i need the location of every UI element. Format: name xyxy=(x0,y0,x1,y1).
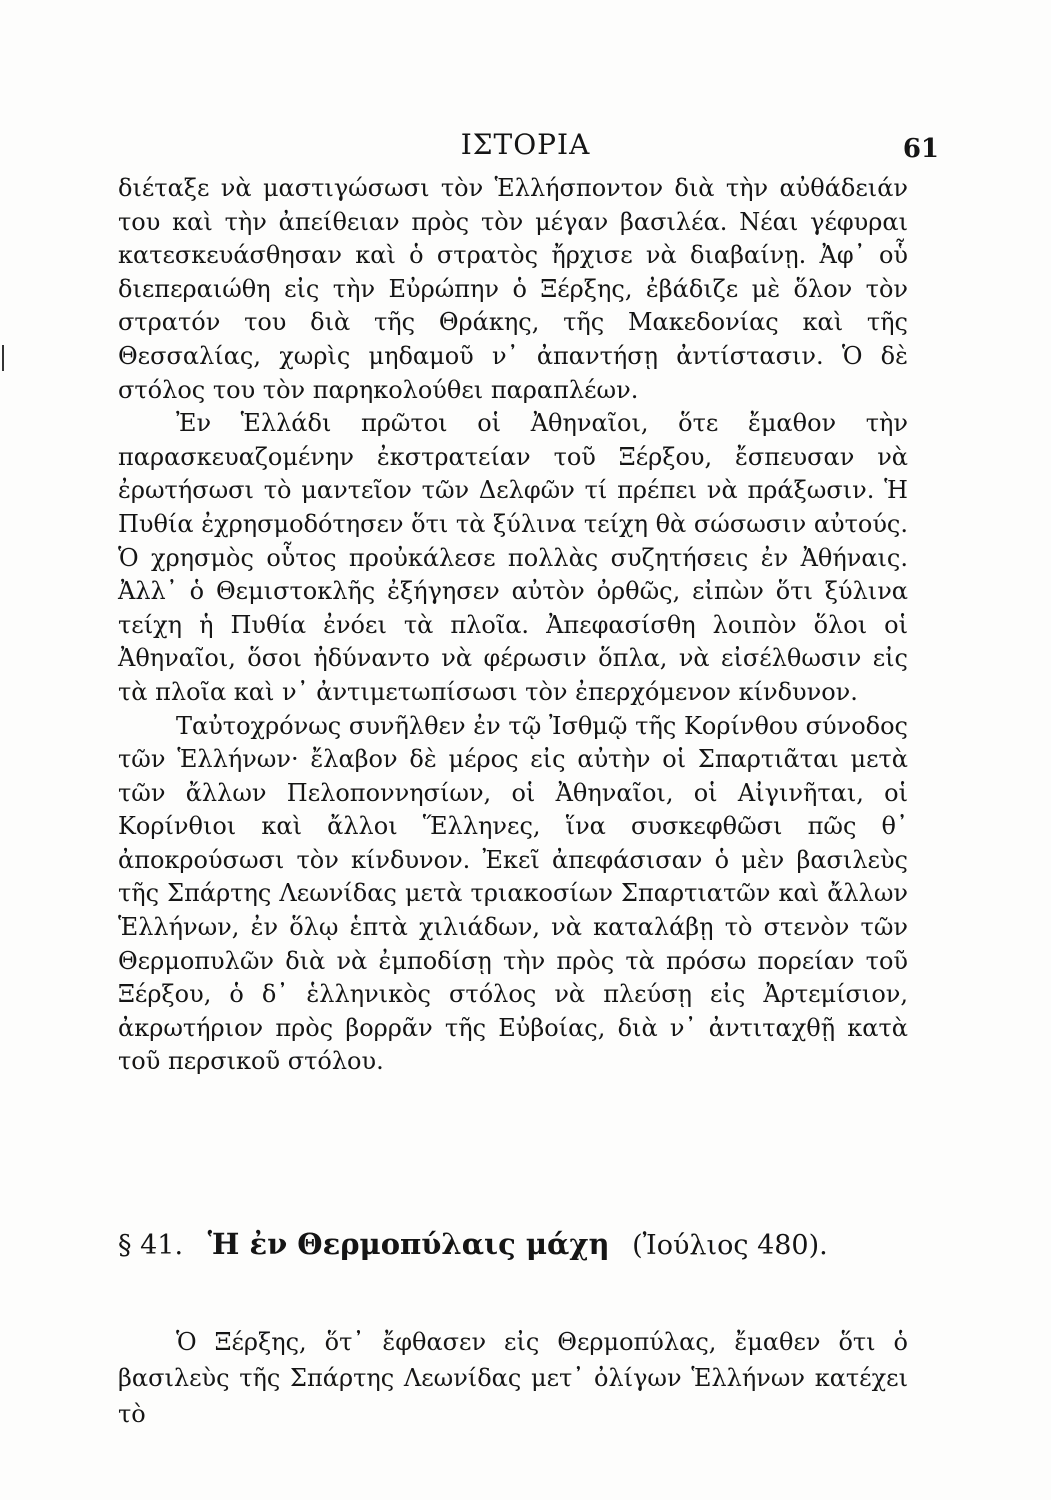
section-date: (Ἰούλιος 480). xyxy=(632,1230,828,1261)
paragraph-2: Ἐν Ἑλλάδι πρῶτοι οἱ Ἀθηναῖοι, ὅτε ἔμαθον τὴν παρασκευαζομένην ἐκστρατείαν τοῦ Ξέρξου, ἔσπευσαν νὰ ἐρωτήσωσι τὸ μαντεῖον τῶν Δελφῶν τί πρέπει νὰ πράξωσιν. Ἡ Πυθία ἐχρησμοδότησεν ὅτι τὰ ξύλινα τείχη θὰ σώσωσιν αὐτούς. Ὁ χρησμὸς οὗτος προὐκάλεσε πολλὰς συζητήσεις ἐν Ἀθήναις. Ἀλλ᾽ ὁ Θεμιστοκλῆς ἐξήγησεν αὐτὸν ὀρθῶς, εἰπὼν ὅτι ξύλινα τείχη ἡ Πυθία ἐνόει τὰ πλοῖα. Ἀπεφασίσθη λοιπὸν ὅλοι οἱ Ἀθηναῖοι, ὅσοι ἠδύναντο νὰ φέρωσιν ὅπλα, νὰ εἰσέλθωσιν εἰς τὰ πλοῖα καὶ ν᾽ ἀντιμετωπίσωσι τὸν ἐπερχόμενον κίνδυνον. xyxy=(118,409,908,706)
section-paragraph: Ὁ Ξέρξης, ὅτ᾽ ἔφθασεν εἰς Θερμοπύλας, ἔμαθεν ὅτι ὁ βασιλεὺς τῆς Σπάρτης Λεωνίδας μετ᾽ ὀλίγων Ἑλλήνων κατέχει τὸ xyxy=(118,1328,908,1428)
body-text xyxy=(118,172,908,1079)
paragraph-3: Ταὐτοχρόνως συνῆλθεν ἐν τῷ Ἰσθμῷ τῆς Κορίνθου σύνοδος τῶν Ἑλλήνων· ἔλαβον δὲ μέρος εἰς αὐτὴν οἱ Σπαρτιᾶται μετὰ τῶν ἄλλων Πελοποννησίων, οἱ Ἀθηναῖοι, οἱ Αἰγινῆται, οἱ Κορίνθιοι καὶ ἄλλοι Ἕλληνες, ἵνα συσκεφθῶσι πῶς θ᾽ ἀποκρούσωσι τὸν κίνδυνον. Ἐκεῖ ἀπεφάσισαν ὁ μὲν βασιλεὺς τῆς Σπάρτης Λεωνίδας μετὰ τριακοσίων Σπαρτιατῶν καὶ ἄλλων Ἑλλήνων, ἐν ὅλῳ ἑπτὰ χιλιάδων, νὰ καταλάβῃ τὸ στενὸν τῶν Θερμοπυλῶν διὰ νὰ ἐμποδίσῃ τὴν πρὸς τὰ πρόσω πορείαν τοῦ Ξέρξου, ὁ δ᾽ ἑλληνικὸς στόλος νὰ πλεύσῃ εἰς Ἀρτεμίσιον, ἀκρωτήριον πρὸς βορρᾶν τῆς Εὐβοίας, διὰ ν᾽ ἀντιταχθῇ κατὰ τοῦ περσικοῦ στόλου. xyxy=(118,711,908,1076)
section-number: § 41. xyxy=(118,1230,184,1261)
running-title: ΙΣΤΟΡΙΑ xyxy=(460,128,591,161)
page-number: 61 xyxy=(902,134,939,164)
section-body xyxy=(118,1324,908,1432)
section-heading xyxy=(118,1224,908,1266)
section-title: Ἡ ἐν Θερμοπύλαις μάχη xyxy=(207,1227,610,1261)
margin-mark xyxy=(2,345,4,371)
page-header xyxy=(0,128,1051,164)
paragraph-1: διέταξε νὰ μαστιγώσωσι τὸν Ἑλλήσποντον διὰ τὴν αὐθάδειάν του καὶ τὴν ἀπείθειαν πρὸς τὸν μέγαν βασιλέα. Νέαι γέφυραι κατεσκευάσθησαν καὶ ὁ στρατὸς ἤρχισε νὰ διαβαίνῃ. Ἀφ᾽ οὗ διεπεραιώθη εἰς τὴν Εὐρώπην ὁ Ξέρξης, ἐβάδιζε μὲ ὅλον τὸν στρατόν του διὰ τῆς Θράκης, τῆς Μακεδονίας καὶ τῆς Θεσσαλίας, χωρὶς μηδαμοῦ ν᾽ ἀπαντήσῃ ἀντίστασιν. Ὁ δὲ στόλος του τὸν παρηκολούθει παραπλέων. xyxy=(118,174,908,404)
